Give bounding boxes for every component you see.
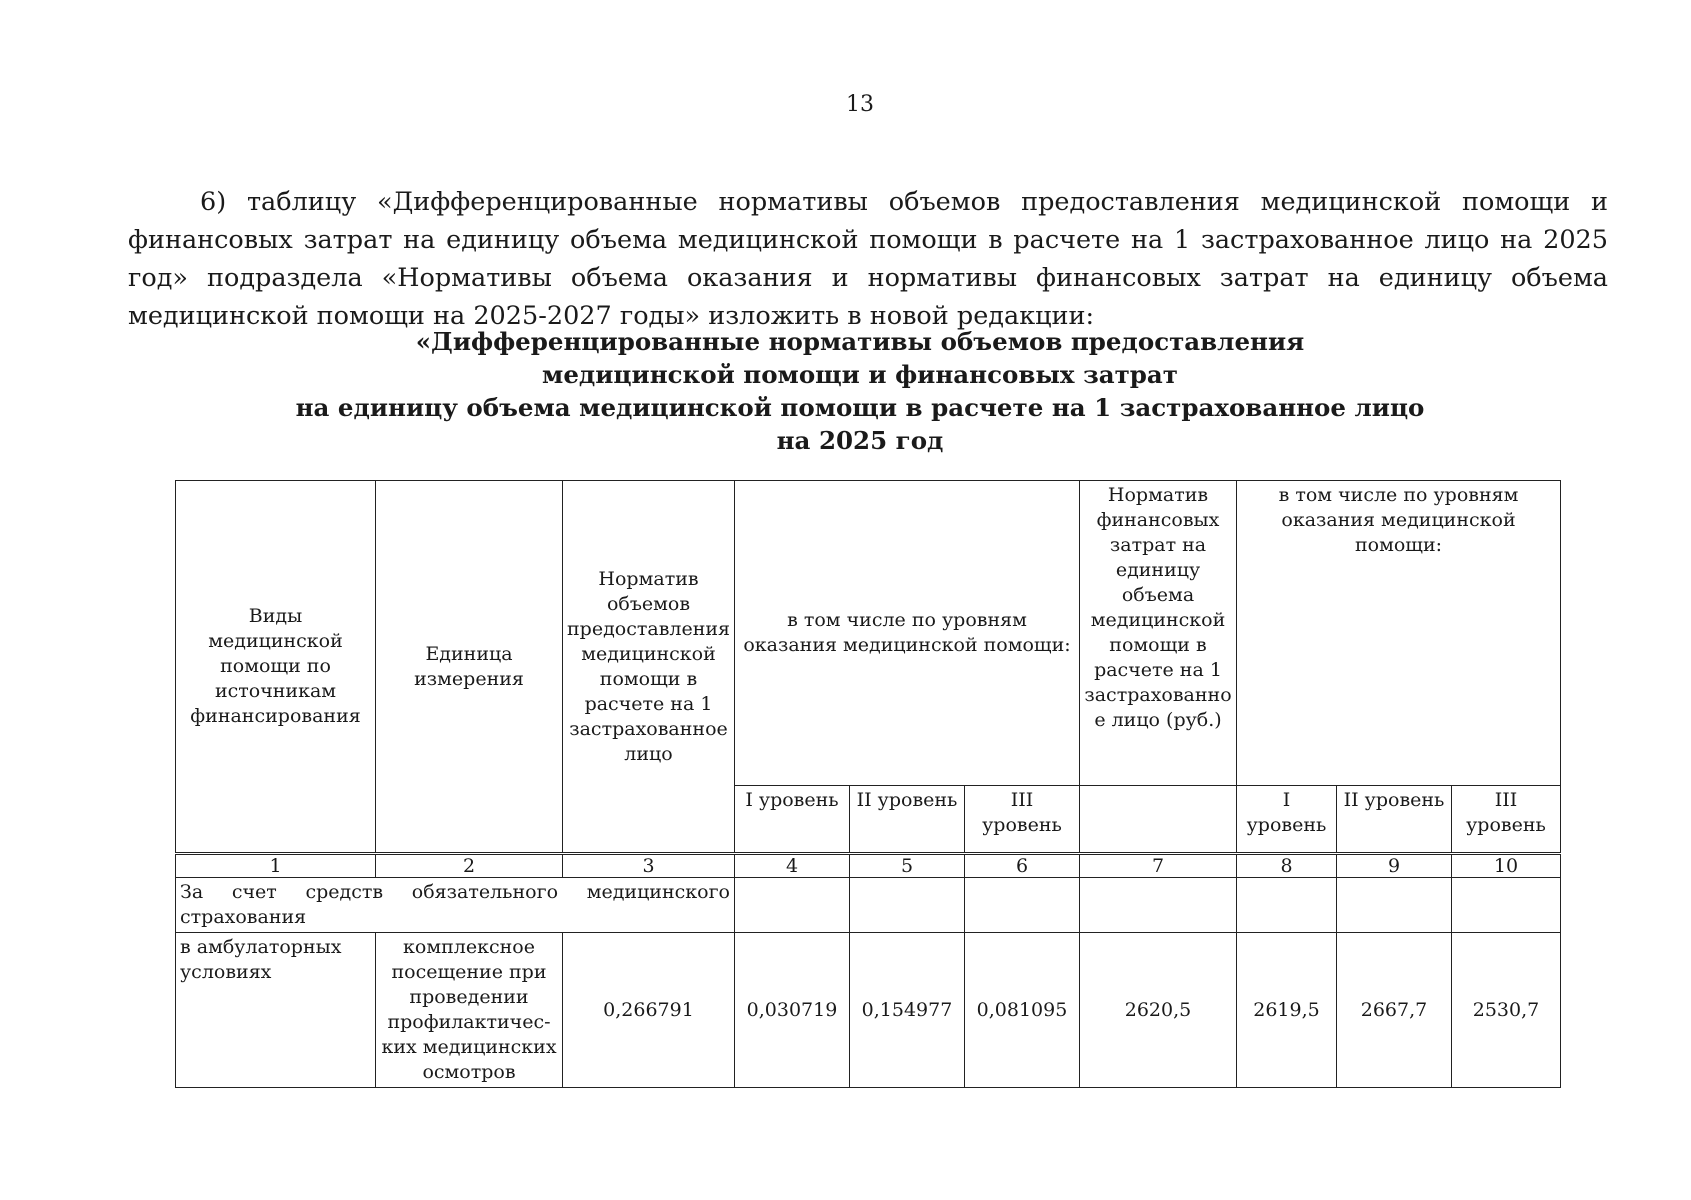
norms-table (175, 480, 1561, 1088)
section-label: За счет средств обязательного медицинского страхования (176, 878, 735, 933)
empty-cell (735, 878, 850, 933)
header-volume-norm: Норматив объемов предоставления медицинской помощи в расчете на 1 застрахованное лицо (563, 481, 735, 854)
cell-cost-level-3: 2530,7 (1452, 933, 1561, 1088)
cell-unit: комплексное посещение при проведении профилактичес-ких медицинских осмотров (376, 933, 563, 1088)
header-volume-levels: в том числе по уровням оказания медицинской помощи: (735, 481, 1080, 786)
cell-volume-level-3: 0,081095 (965, 933, 1080, 1088)
column-number: 5 (850, 854, 965, 878)
column-number: 3 (563, 854, 735, 878)
section-row (176, 878, 1561, 933)
table-title (180, 325, 1540, 457)
column-number: 1 (176, 854, 376, 878)
column-number: 9 (1337, 854, 1452, 878)
column-number: 2 (376, 854, 563, 878)
cell-care-type: в амбулаторных условиях (176, 933, 376, 1088)
page-number: 13 (846, 92, 874, 117)
cell-volume: 0,266791 (563, 933, 735, 1088)
empty-cell (850, 878, 965, 933)
cell-cost: 2620,5 (1080, 933, 1237, 1088)
header-volume-level-1: I уровень (735, 786, 850, 854)
header-row (176, 481, 1561, 786)
header-cost-empty (1080, 786, 1237, 854)
header-cost-level-2: II уровень (1337, 786, 1452, 854)
cell-volume-level-2: 0,154977 (850, 933, 965, 1088)
empty-cell (965, 878, 1080, 933)
header-unit: Единица измерения (376, 481, 563, 854)
header-cost-levels: в том числе по уровням оказания медицинской помощи: (1237, 481, 1561, 786)
empty-cell (1337, 878, 1452, 933)
column-number: 8 (1237, 854, 1337, 878)
intro-paragraph: 6) таблицу «Дифференцированные нормативы объемов предоставления медицинской помощи и финансовых затрат на единицу объема медицинской помощи в расчете на 1 застрахованное лицо на 2025 год» подраздела «Нормативы объема оказания и нормативы финансовых затрат на единицу объема медицинской помощи на 2025-2027 годы» изложить в новой редакции: (128, 187, 1608, 331)
cell-cost-level-2: 2667,7 (1337, 933, 1452, 1088)
header-cost-norm: Норматив финансовых затрат на единицу объема медицинской помощи в расчете на 1 застрахованное лицо (руб.) (1080, 481, 1237, 786)
column-number: 10 (1452, 854, 1561, 878)
table-row (176, 933, 1561, 1088)
header-care-type: Виды медицинской помощи по источникам финансирования (176, 481, 376, 854)
header-volume-level-3: III уровень (965, 786, 1080, 854)
column-number: 4 (735, 854, 850, 878)
table-title-line: «Дифференцированные нормативы объемов предоставления (415, 327, 1305, 356)
cell-cost-level-1: 2619,5 (1237, 933, 1337, 1088)
empty-cell (1080, 878, 1237, 933)
empty-cell (1237, 878, 1337, 933)
table-title-line: на 2025 год (776, 426, 944, 455)
header-cost-level-1: I уровень (1237, 786, 1337, 854)
column-numbers-row (176, 854, 1561, 878)
header-cost-level-3: III уровень (1452, 786, 1561, 854)
header-volume-level-2: II уровень (850, 786, 965, 854)
column-number: 7 (1080, 854, 1237, 878)
table-title-line: медицинской помощи и финансовых затрат (542, 360, 1178, 389)
cell-volume-level-1: 0,030719 (735, 933, 850, 1088)
column-number: 6 (965, 854, 1080, 878)
norms-table-wrapper (175, 480, 1560, 1088)
empty-cell (1452, 878, 1561, 933)
table-title-line: на единицу объема медицинской помощи в расчете на 1 застрахованное лицо (295, 393, 1425, 422)
